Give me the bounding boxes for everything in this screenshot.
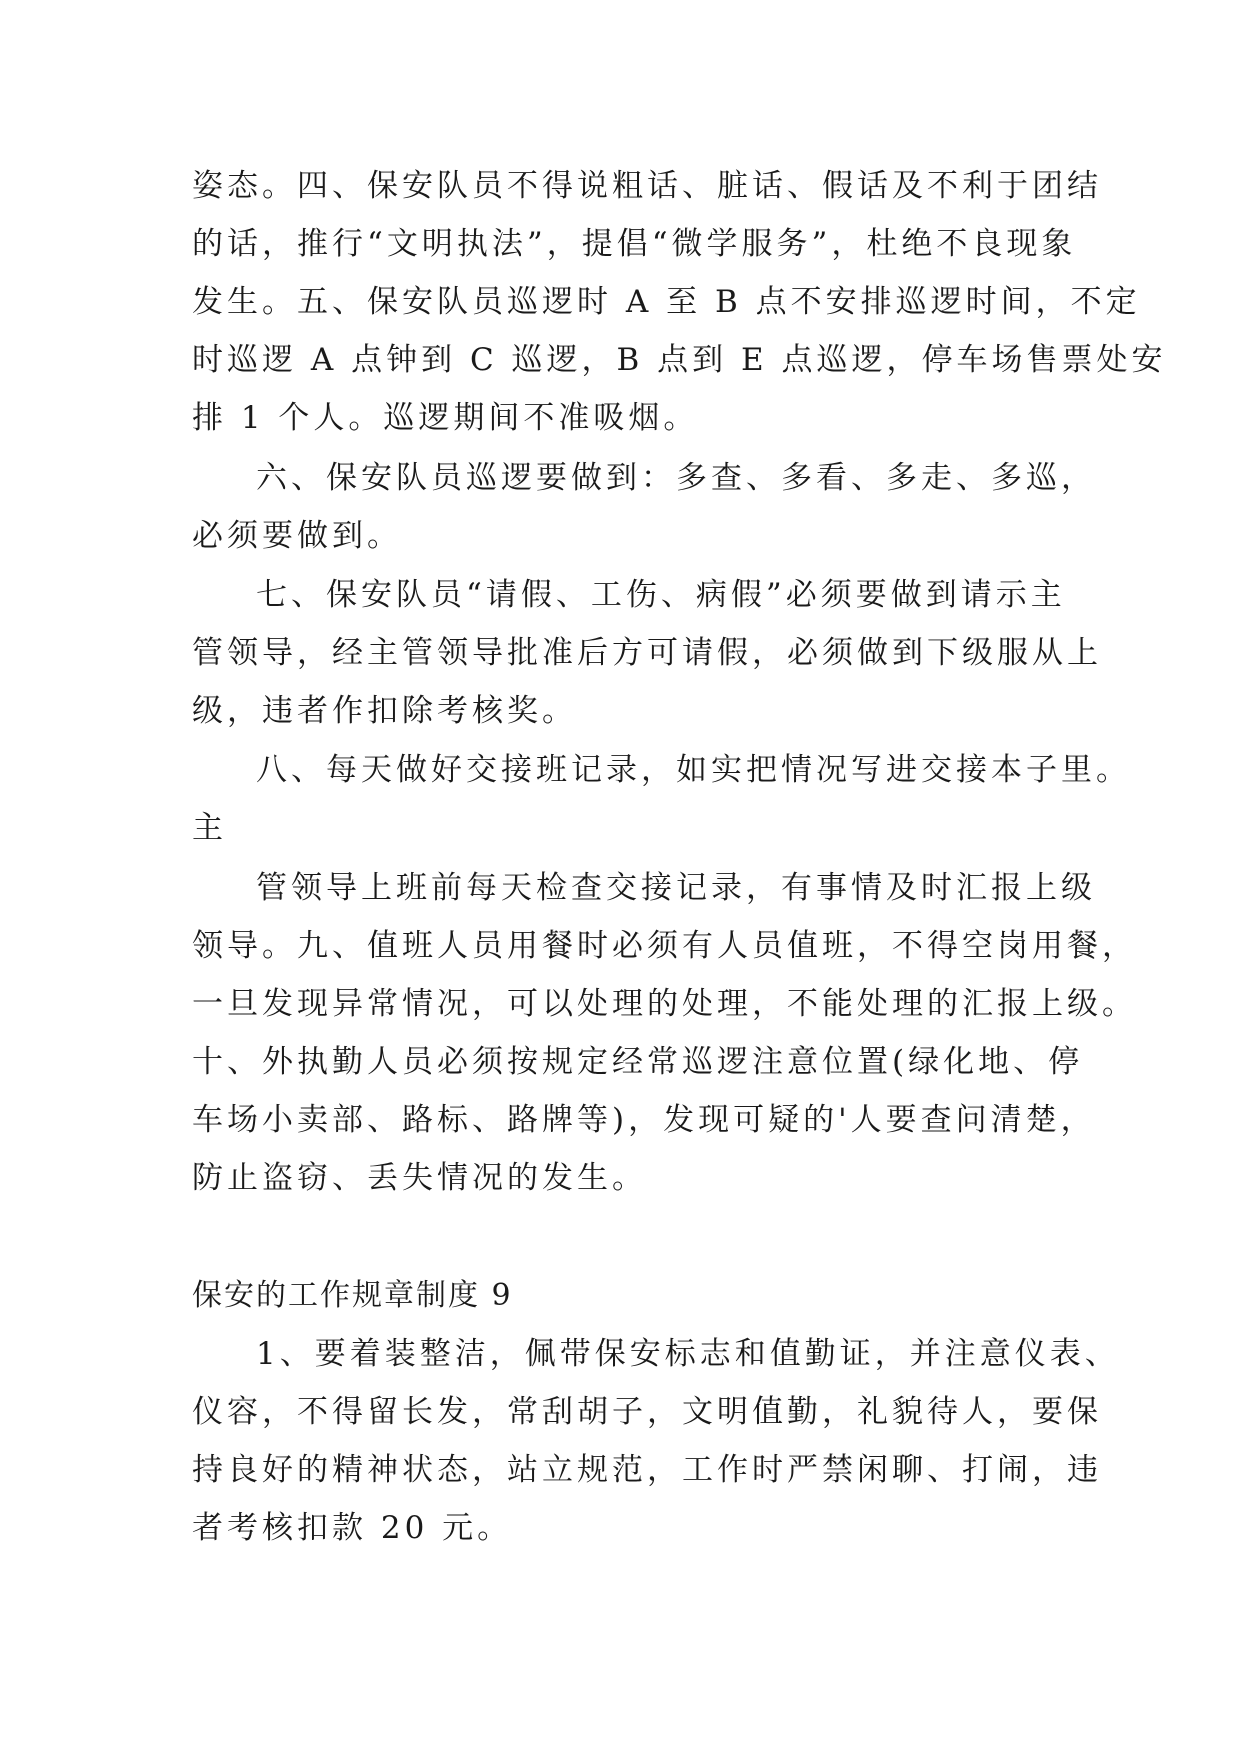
section-title: 保安的工作规章制度 9 bbox=[192, 1278, 513, 1313]
paragraph-line: 者考核扣款 20 元。 bbox=[192, 1510, 513, 1546]
paragraph-line: 主 bbox=[192, 810, 227, 846]
paragraph-line: 管领导，经主管领导批准后方可请假，必须做到下级服从上 bbox=[192, 635, 1102, 671]
paragraph-line: 排 1 个人。巡逻期间不准吸烟。 bbox=[192, 400, 699, 436]
paragraph-line: 姿态。四、保安队员不得说粗话、脏话、假话及不利于团结 bbox=[192, 168, 1102, 204]
paragraph-line: 十、外执勤人员必须按规定经常巡逻注意位置(绿化地、停 bbox=[192, 1044, 1084, 1080]
paragraph-line: 的话，推行“文明执法”，提倡“微学服务”，杜绝不良现象 bbox=[192, 226, 1077, 262]
paragraph-line: 1、要着装整洁，佩带保安标志和值勤证，并注意仪表、 bbox=[256, 1336, 1120, 1372]
paragraph-line: 仪容，不得留长发，常刮胡子，文明值勤，礼貌待人，要保 bbox=[192, 1394, 1102, 1430]
paragraph-line: 管领导上班前每天检查交接记录，有事情及时汇报上级 bbox=[256, 870, 1096, 906]
paragraph-line: 时巡逻 A 点钟到 C 巡逻，B 点到 E 点巡逻，停车场售票处安 bbox=[192, 342, 1167, 378]
paragraph-line: 车场小卖部、路标、路牌等)，发现可疑的'人要查问清楚， bbox=[192, 1102, 1096, 1138]
paragraph-line: 防止盗窃、丢失情况的发生。 bbox=[192, 1160, 647, 1196]
paragraph-line: 六、保安队员巡逻要做到：多查、多看、多走、多巡， bbox=[256, 460, 1096, 496]
paragraph-line: 领导。九、值班人员用餐时必须有人员值班，不得空岗用餐， bbox=[192, 928, 1137, 964]
paragraph-line: 持良好的精神状态，站立规范，工作时严禁闲聊、打闹，违 bbox=[192, 1452, 1102, 1488]
paragraph-line: 必须要做到。 bbox=[192, 518, 402, 554]
paragraph-line: 发生。五、保安队员巡逻时 A 至 B 点不安排巡逻时间，不定 bbox=[192, 284, 1141, 320]
paragraph-line: 八、每天做好交接班记录，如实把情况写进交接本子里。 bbox=[256, 752, 1131, 788]
paragraph-line: 一旦发现异常情况，可以处理的处理，不能处理的汇报上级。 bbox=[192, 986, 1137, 1022]
paragraph-line: 级，违者作扣除考核奖。 bbox=[192, 693, 577, 729]
paragraph-line: 七、保安队员“请假、工伤、病假”必须要做到请示主 bbox=[256, 577, 1066, 613]
